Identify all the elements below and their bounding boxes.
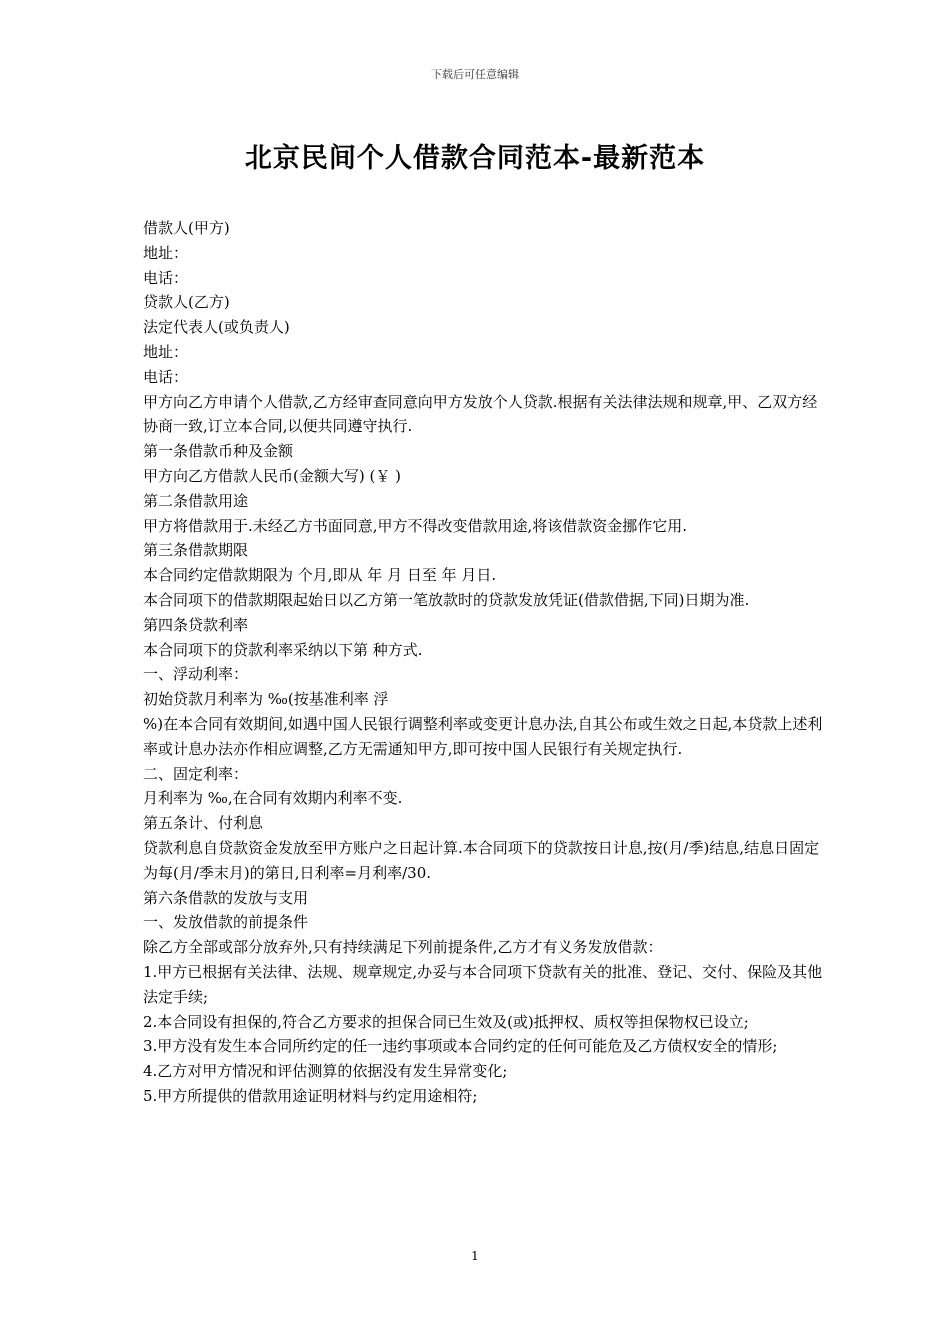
paragraph: 借款人(甲方) (143, 219, 230, 237)
paragraph: 贷款利息自贷款资金发放至甲方账户之日起计算.本合同项下的贷款按日计息,按(月/季)结息,结息日固定为每(月/季末月)的第日,日利率=月利率/30. (143, 838, 820, 882)
header-note: 下载后可任意编辑 (431, 68, 519, 81)
page-number: 1 (471, 1249, 479, 1263)
contract-body (143, 216, 823, 1109)
list-item: 3.甲方没有发生本合同所约定的任一违约事项或本合同约定的任何可能危及乙方债权安全的情形; (143, 1037, 778, 1056)
section-heading: 第四条贷款利率 (143, 615, 249, 634)
paragraph: 除乙方全部或部分放弃外,只有持续满足下列前提条件,乙方才有义务发放借款： (143, 938, 663, 957)
paragraph: 甲方向乙方申请个人借款,乙方经审查同意向甲方发放个人贷款.根据有关法律法规和规章,甲、乙双方经协商一致,订立本合同,以便共同遵守执行. (143, 392, 818, 436)
list-item: 1.甲方已根据有关法律、法规、规章规定,办妥与本合同项下贷款有关的批准、登记、交付、保险及其他法定手续; (143, 962, 823, 1006)
paragraph: 本合同项下的借款期限起始日以乙方第一笔放款时的贷款发放凭证(借款借据,下同)日期为准. (143, 590, 750, 609)
section-heading: 第三条借款期限 (143, 541, 249, 560)
paragraph: 二、固定利率： (143, 764, 249, 783)
paragraph: 本合同项下的贷款利率采纳以下第 种方式. (143, 640, 423, 659)
paragraph: 甲方向乙方借款人民币(金额大写) (￥ ) (143, 466, 401, 485)
paragraph: 月利率为 ‰,在合同有效期内利率不变. (143, 789, 403, 808)
list-item: 4.乙方对甲方情况和评估测算的依据没有发生异常变化; (143, 1062, 508, 1081)
list-item: 2.本合同设有担保的,符合乙方要求的担保合同已生效及(或)抵押权、质权等担保物权已设立; (143, 1012, 749, 1031)
paragraph: 一、发放借款的前提条件 (143, 913, 309, 932)
section-heading: 第五条计、付利息 (143, 814, 264, 833)
paragraph: 法定代表人(或负责人) (143, 318, 290, 337)
paragraph: 电话： (143, 367, 189, 386)
paragraph: %)在本合同有效期间,如遇中国人民银行调整利率或变更计息办法,自其公布或生效之日起,本贷款上述利率或计息办法亦作相应调整,乙方无需通知甲方,即可按中国人民银行有关规定执行. (143, 714, 823, 758)
section-heading: 第二条借款用途 (143, 491, 249, 510)
paragraph: 地址： (143, 243, 189, 262)
document-title: 北京民间个人借款合同范本-最新范本 (244, 143, 706, 174)
paragraph: 一、浮动利率： (143, 665, 249, 684)
list-item: 5.甲方所提供的借款用途证明材料与约定用途相符; (143, 1086, 478, 1105)
paragraph: 本合同约定借款期限为 个月,即从 年 月 日至 年 月日. (143, 566, 497, 585)
paragraph: 初始贷款月利率为 ‰(按基准利率 浮 (143, 690, 389, 709)
paragraph: 甲方将借款用于.未经乙方书面同意,甲方不得改变借款用途,将该借款资金挪作它用. (143, 516, 688, 535)
paragraph: 地址： (143, 342, 189, 361)
paragraph: 电话： (143, 268, 189, 287)
section-heading: 第六条借款的发放与支用 (143, 888, 309, 907)
paragraph: 贷款人(乙方) (143, 293, 230, 312)
section-heading: 第一条借款币种及金额 (143, 442, 294, 461)
